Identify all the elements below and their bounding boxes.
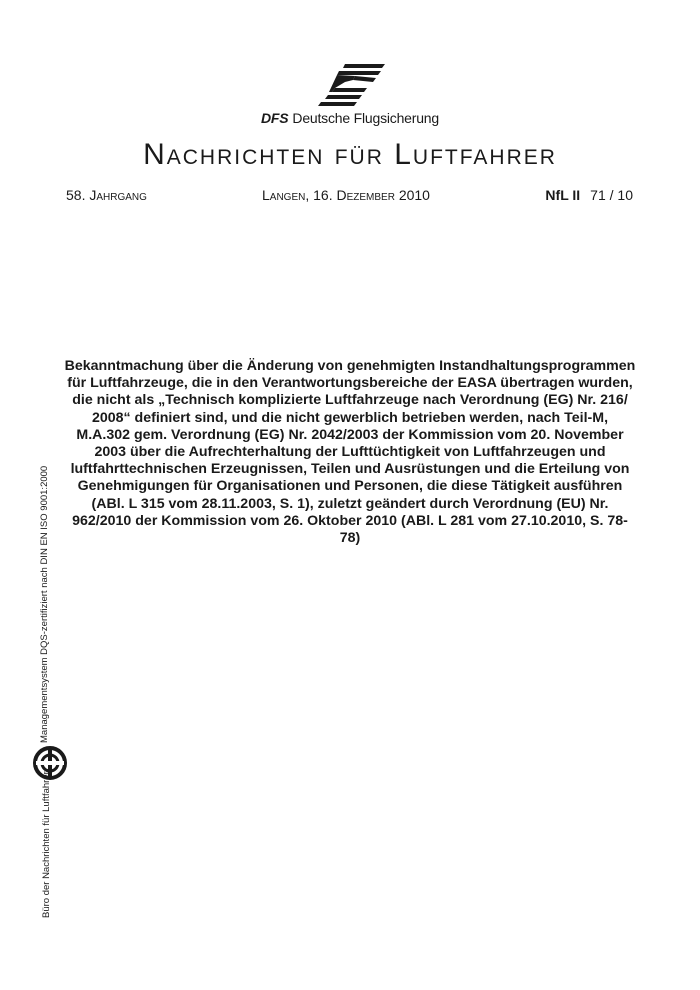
brand-line	[0, 110, 700, 126]
brand-short: DFS	[261, 110, 289, 126]
brand-name: Deutsche Flugsicherung	[292, 110, 439, 126]
office-note: Büro der Nachrichten für Luftfahrer	[41, 771, 52, 918]
certification-note: Managementsystem DQS-zertifiziert nach DIN EN ISO 9001:2000	[39, 465, 50, 743]
page-title: Nachrichten für Luftfahrer	[143, 138, 557, 171]
place-date: Langen, 16. Dezember 2010	[262, 187, 430, 203]
announcement-text: Bekanntmachung über die Änderung von genehmigten Instandhaltungsprogrammen für Luftfahrzeuge, die in den Verantwortungsbereiche der EASA übertragen wurden, die nicht als „Technisch komplizierte Luftfahrzeuge nach Verordnung (EG) Nr. 216/ 2008“ definiert sind, und die nicht gewerblich betrieben werden, nach Teil-M, M.A.302 gem. Verordnung (EG) Nr. 2042/2003 der Kommission vom 20. November 2003 über die Aufrechterhaltung der Lufttüchtigkeit von Luftfahrzeugen und luftfahrttechnischen Erzeugnissen, Teilen und Ausrüstungen und die Erteilung von Genehmigungen für Organisationen und Personen, die diese Tätigkeit ausführen (ABl. L 315 vom 28.11.2003, S. 1), zuletzt geändert durch Verordnung (EU) Nr. 962/2010 der Kommission vom 26. Oktober 2010 (ABl. L 281 vom 27.10.2010, S. 78-78)	[64, 358, 636, 547]
nfl-label: NfL II	[545, 187, 581, 203]
issue-number	[545, 187, 633, 203]
nfl-number: 71 / 10	[590, 187, 633, 203]
volume-label: 58. Jahrgang	[66, 187, 147, 203]
dfs-logo-icon	[315, 62, 387, 108]
